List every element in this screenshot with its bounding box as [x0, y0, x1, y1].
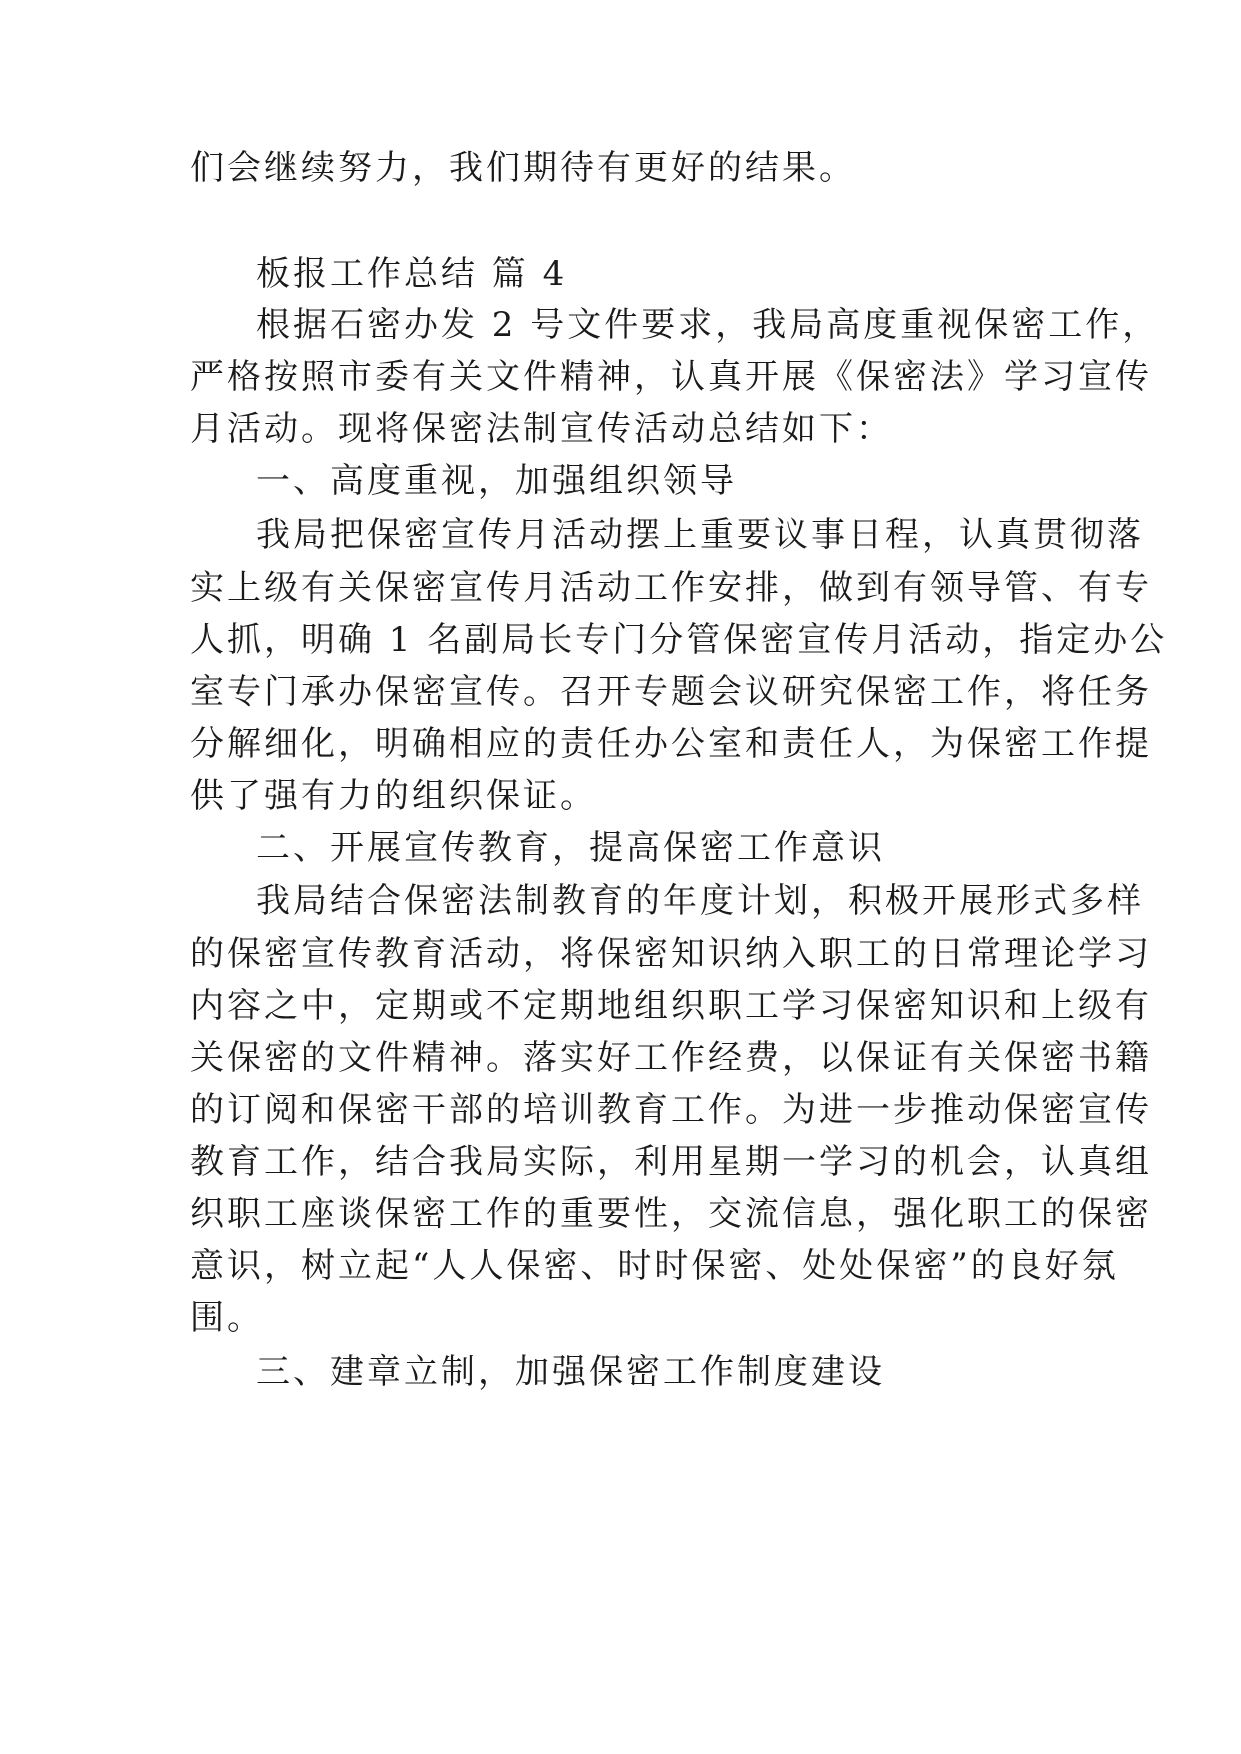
paragraph-line: 人抓，明确 1 名副局长专门分管保密宣传月活动，指定办公	[190, 620, 1168, 660]
paragraph-line: 我局把保密宣传月活动摆上重要议事日程，认真贯彻落	[256, 515, 1144, 555]
paragraph-line: 严格按照市委有关文件精神，认真开展《保密法》学习宣传	[190, 357, 1152, 397]
heading-line: 二、开展宣传教育，提高保密工作意识	[256, 828, 885, 868]
paragraph-line: 织职工座谈保密工作的重要性，交流信息，强化职工的保密	[190, 1194, 1152, 1234]
paragraph-line: 分解细化，明确相应的责任办公室和责任人，为保密工作提	[190, 724, 1152, 764]
paragraph-line: 室专门承办保密宣传。召开专题会议研究保密工作，将任务	[190, 672, 1152, 712]
paragraph-line: 我局结合保密法制教育的年度计划，积极开展形式多样	[256, 881, 1144, 921]
paragraph-line: 供了强有力的组织保证。	[190, 776, 597, 816]
text-line: 们会继续努力，我们期待有更好的结果。	[190, 148, 856, 188]
heading-line: 一、高度重视，加强组织领导	[256, 461, 737, 501]
paragraph-line: 关保密的文件精神。落实好工作经费，以保证有关保密书籍	[190, 1038, 1152, 1078]
heading-line: 三、建章立制，加强保密工作制度建设	[256, 1352, 885, 1392]
paragraph-line: 围。	[190, 1298, 264, 1338]
paragraph-line: 教育工作，结合我局实际，利用星期一学习的机会，认真组	[190, 1142, 1152, 1182]
paragraph-line: 内容之中，定期或不定期地组织职工学习保密知识和上级有	[190, 986, 1152, 1026]
section-title: 板报工作总结 篇 4	[256, 254, 568, 294]
paragraph-line: 实上级有关保密宣传月活动工作安排，做到有领导管、有专	[190, 568, 1152, 608]
paragraph-line: 的保密宣传教育活动，将保密知识纳入职工的日常理论学习	[190, 934, 1152, 974]
paragraph-line: 月活动。现将保密法制宣传活动总结如下：	[190, 409, 893, 449]
paragraph-line: 意识，树立起“人人保密、时时保密、处处保密”的良好氛	[190, 1246, 1119, 1286]
paragraph-line: 根据石密办发 2 号文件要求，我局高度重视保密工作，	[256, 305, 1160, 345]
paragraph-line: 的订阅和保密干部的培训教育工作。为进一步推动保密宣传	[190, 1090, 1152, 1130]
